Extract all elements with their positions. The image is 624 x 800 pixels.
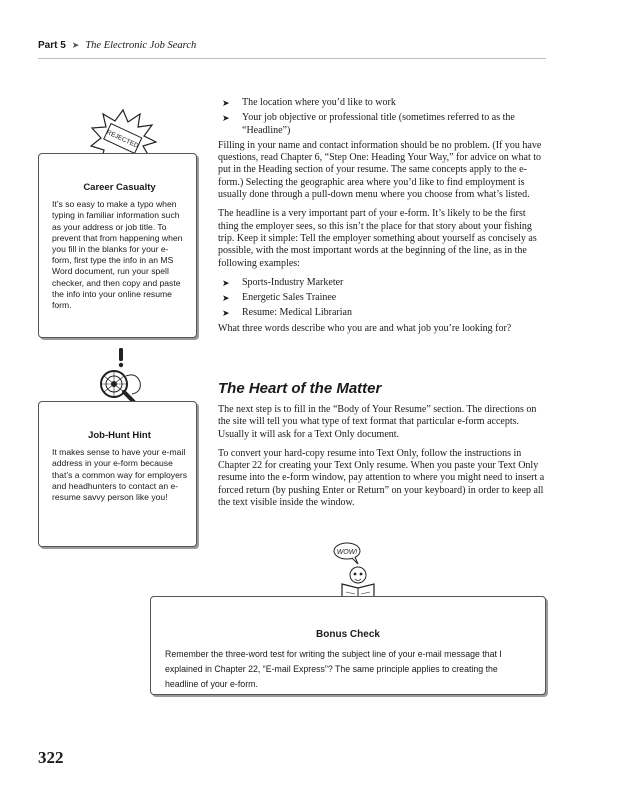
sidebar-title: Career Casualty	[83, 182, 156, 193]
list-item-text: Energetic Sales Trainee	[242, 292, 337, 304]
career-casualty-sidebar	[38, 153, 197, 338]
list-item-text: Your job objective or professional title (sometimes referred to as the “Headline”)	[242, 112, 515, 136]
chapter-title: The Electronic Job Search	[85, 40, 197, 51]
bullet-arrow-icon: ➤	[222, 308, 230, 319]
list-item	[218, 292, 546, 304]
bullet-arrow-icon: ➤	[222, 113, 230, 124]
list-item	[218, 112, 546, 137]
list-item	[218, 97, 546, 109]
bullet-arrow-icon: ➤	[222, 293, 230, 304]
paragraph: The headline is a very important part of your e-form. It’s likely to be the first thing the employer sees, so this isn’t the place for that story about your fishing trip. Keep it simple: Tell the employer something about yourself as concisely as possible, with the most important words at the beginning of the line, as in the following examples:	[218, 208, 537, 269]
main-text-bottom	[218, 404, 546, 516]
stamp-text: REJECTED	[105, 128, 140, 150]
running-header	[38, 40, 546, 59]
sidebar-title: Job-Hunt Hint	[88, 430, 151, 441]
bubble-text: WOW!	[336, 549, 358, 556]
list-item	[218, 307, 546, 319]
job-hunt-hint-sidebar	[38, 401, 197, 547]
list-item-text: Resume: Medical Librarian	[242, 307, 352, 319]
paragraph: To convert your hard-copy resume into Text Only, follow the instructions in Chapter 22 for creating your Text Only resume. When you paste your Text Only resume into the e-form window, pay attention to where you might need to insert a forced return (by pushing Enter or Return” on your keyboard) in order to keep all the text visible inside the window.	[218, 447, 545, 509]
sidebar-text: It’s so easy to make a typo when typing in familiar information such as your address or job title. To prevent that from happening when you fill in the blanks for your e-form, first type the info in an MS Word document, run your spell checker, and then copy and paste the info into your online resume form.	[52, 199, 183, 311]
paragraph: What three words describe who you are and what job you’re looking for?	[218, 322, 512, 334]
bullet-arrow-icon: ➤	[222, 98, 230, 108]
arrow-icon: ➤	[71, 40, 80, 50]
main-text-top	[218, 97, 546, 342]
magnifying-glass-icon	[92, 346, 148, 408]
sidebar-title: Bonus Check	[316, 629, 380, 640]
part-label: Part 5	[38, 40, 66, 51]
paragraph: Filling in your name and contact information should be no problem. (If you have questions, read Chapter 6, “Step One: Heading Your Way,” for advice on what to put in the Heading section of your resume. The same concepts apply to the e-form.) Selecting the geographic area where you’d like to find employment is usually done through a pull-down menu where you choose from what’s listed.	[218, 139, 542, 201]
list-item	[218, 277, 546, 289]
bullet-arrow-icon: ➤	[222, 277, 230, 288]
paragraph: The next step is to fill in the “Body of Your Resume” section. The directions on the site will tell you what type of text format that particular e-form accepts. Usually it will ask for a Text Only document.	[218, 404, 537, 440]
list-item-text: The location where you’d like to work	[242, 97, 396, 108]
section-heading: The Heart of the Matter	[218, 380, 382, 397]
sidebar-text: It makes sense to have your e-mail address in your e-form because that’s a common way for employers and headhunters to contact an e-resume savvy person like you!	[52, 447, 188, 503]
bonus-check-sidebar	[150, 596, 546, 695]
page-number: 322	[38, 748, 64, 767]
sidebar-text: Remember the three-word test for writing the subject line of your e-mail message that I explained in Chapter 22, “E-mail Express”? The same principle applies to creating the headline of your e-form.	[165, 649, 502, 689]
list-item-text: Sports-Industry Marketer	[242, 276, 344, 288]
